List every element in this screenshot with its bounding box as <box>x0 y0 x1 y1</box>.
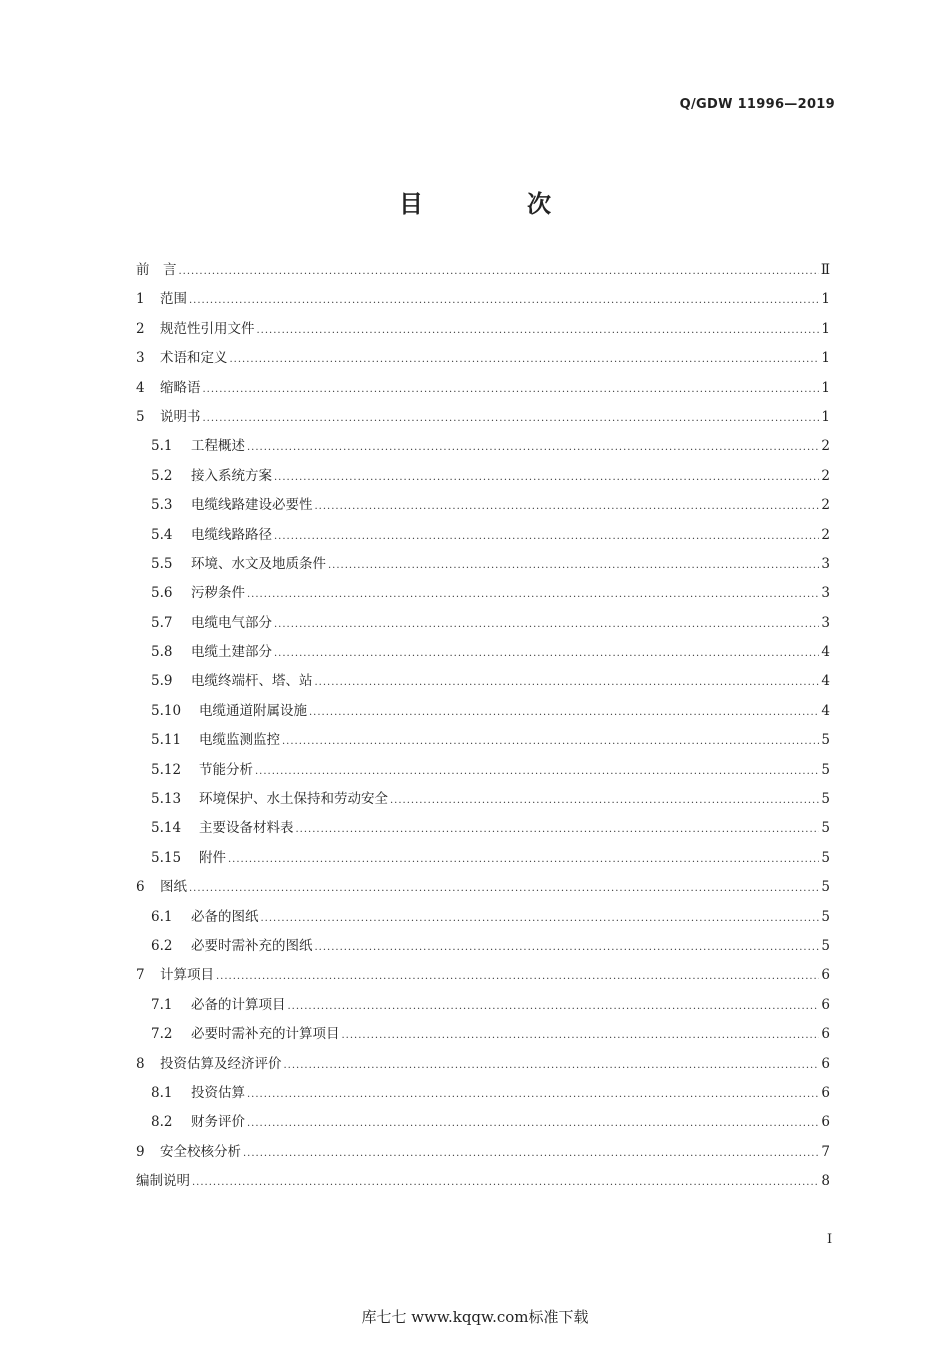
dot-leader <box>328 555 819 577</box>
toc-entry-title: 环境保护、水土保持和劳动安全 <box>199 791 388 808</box>
toc-entry[interactable] <box>136 435 830 464</box>
toc-entry[interactable] <box>136 347 830 376</box>
toc-entry-number: 7 <box>136 967 145 984</box>
toc-entry-page: 3 <box>821 614 830 631</box>
toc-entry[interactable] <box>136 817 830 846</box>
toc-entry-page: 5 <box>821 937 830 954</box>
toc-entry-title: 工程概述 <box>191 438 245 455</box>
toc-entry-page: 1 <box>821 291 830 308</box>
toc-entry-title: 附件 <box>199 849 226 866</box>
toc-entry-page: 1 <box>821 408 830 425</box>
toc-entry-page: 6 <box>821 1026 830 1043</box>
toc-entry-title: 环境、水文及地质条件 <box>191 555 326 572</box>
dot-leader <box>247 1084 819 1106</box>
toc-entry-page: 3 <box>821 585 830 602</box>
toc-entry-number: 5.1 <box>151 438 173 455</box>
toc-entry-number: 8.2 <box>151 1114 173 1131</box>
toc-entry[interactable] <box>136 465 830 494</box>
dot-leader <box>243 1143 819 1165</box>
toc-entry-page: 1 <box>821 379 830 396</box>
toc-entry-number: 3 <box>136 350 145 367</box>
toc-entry-number: 7.2 <box>151 1026 173 1043</box>
toc-entry[interactable] <box>136 1170 830 1199</box>
toc-entry[interactable] <box>136 1023 830 1052</box>
toc-entry-number: 5.15 <box>151 849 182 866</box>
toc-entry[interactable] <box>136 318 830 347</box>
toc-entry[interactable] <box>136 994 830 1023</box>
dot-leader <box>274 526 819 548</box>
toc-entry-title: 电缆电气部分 <box>191 614 272 631</box>
toc-entry-title: 投资估算 <box>191 1084 245 1101</box>
toc-entry-title: 编制说明 <box>136 1173 190 1190</box>
dot-leader <box>189 290 819 312</box>
toc-entry-number: 5.7 <box>151 614 173 631</box>
toc-entry-page: 5 <box>821 908 830 925</box>
toc-entry-title: 电缆线路路径 <box>191 526 272 543</box>
dot-leader <box>247 437 819 459</box>
toc-entry[interactable] <box>136 729 830 758</box>
toc-entry-number: 6.2 <box>151 937 173 954</box>
toc-entry-title: 电缆线路建设必要性 <box>191 497 313 514</box>
toc-entry-title: 规范性引用文件 <box>160 320 255 337</box>
toc-entry-number: 5.13 <box>151 791 182 808</box>
toc-entry-page: 5 <box>821 791 830 808</box>
toc-entry-title: 说明书 <box>160 408 201 425</box>
page-title: 目 次 <box>399 189 591 218</box>
toc-entry[interactable] <box>136 288 830 317</box>
toc-entry-title: 安全校核分析 <box>160 1143 241 1160</box>
dot-leader <box>274 467 819 489</box>
toc-entry[interactable] <box>136 494 830 523</box>
toc-entry-page: 5 <box>821 879 830 896</box>
dot-leader <box>203 408 820 430</box>
toc-entry[interactable] <box>136 670 830 699</box>
toc-entry-number: 6 <box>136 879 145 896</box>
toc-entry-number: 2 <box>136 320 145 337</box>
dot-leader <box>228 849 819 871</box>
toc-entry-title: 必要时需补充的计算项目 <box>191 1026 340 1043</box>
toc-entry-page: 6 <box>821 1114 830 1131</box>
toc-entry[interactable] <box>136 906 830 935</box>
toc-entry[interactable] <box>136 1053 830 1082</box>
toc-entry-page: 6 <box>821 1084 830 1101</box>
toc-entry-page: 3 <box>821 555 830 572</box>
footer-watermark: 库七七 www.kqqw.com标准下载 <box>361 1308 589 1326</box>
toc-entry-title: 计算项目 <box>160 967 214 984</box>
dot-leader <box>203 379 820 401</box>
toc-entry-page: 4 <box>821 673 830 690</box>
toc-entry-title: 节能分析 <box>199 761 253 778</box>
toc-entry-number: 8 <box>136 1055 145 1072</box>
dot-leader <box>230 349 820 371</box>
toc-entry-number: 5.5 <box>151 555 173 572</box>
toc-entry-title: 电缆终端杆、塔、站 <box>191 673 313 690</box>
toc-entry-title: 缩略语 <box>160 379 201 396</box>
toc-entry[interactable] <box>136 582 830 611</box>
toc-entry-number: 5.12 <box>151 761 182 778</box>
dot-leader <box>274 614 819 636</box>
toc-entry-title: 投资估算及经济评价 <box>160 1055 282 1072</box>
toc-entry-title: 前 言 <box>136 262 177 278</box>
toc-entry-page: 4 <box>821 702 830 719</box>
toc-entry-title: 术语和定义 <box>160 350 228 367</box>
toc-entry-page: 8 <box>821 1173 830 1190</box>
toc-entry[interactable] <box>136 406 830 435</box>
toc-entry[interactable] <box>136 964 830 993</box>
dot-leader <box>179 261 819 283</box>
toc-entry[interactable] <box>136 759 830 788</box>
dot-leader <box>189 878 819 900</box>
toc-entry-page: 5 <box>821 732 830 749</box>
toc-entry-title: 必要时需补充的图纸 <box>191 937 313 954</box>
toc-entry-page: 5 <box>821 761 830 778</box>
dot-leader <box>288 996 820 1018</box>
toc-entry-title: 主要设备材料表 <box>199 820 294 837</box>
dot-leader <box>315 496 820 518</box>
dot-leader <box>216 966 819 988</box>
page-number: I <box>827 1232 833 1247</box>
toc-entry[interactable] <box>136 876 830 905</box>
toc-entry-title: 财务评价 <box>191 1114 245 1131</box>
toc-entry-page: 6 <box>821 967 830 984</box>
dot-leader <box>274 643 819 665</box>
dot-leader <box>255 761 819 783</box>
toc-entry-page: 2 <box>821 526 830 543</box>
toc-entry-number: 5.6 <box>151 585 173 602</box>
dot-leader <box>315 937 820 959</box>
toc-entry-page: 4 <box>821 644 830 661</box>
dot-leader <box>192 1172 819 1194</box>
toc-entry-page: 6 <box>821 1055 830 1072</box>
toc-entry-page: 7 <box>821 1143 830 1160</box>
dot-leader <box>309 702 819 724</box>
toc-entry[interactable] <box>136 641 830 670</box>
dot-leader <box>247 584 819 606</box>
toc-entry-number: 5 <box>136 408 145 425</box>
table-of-contents <box>136 259 830 1200</box>
toc-entry[interactable] <box>136 612 830 641</box>
toc-entry[interactable] <box>136 377 830 406</box>
toc-entry-number: 8.1 <box>151 1084 173 1101</box>
dot-leader <box>390 790 819 812</box>
toc-entry-title: 电缆土建部分 <box>191 644 272 661</box>
toc-entry[interactable] <box>136 1111 830 1140</box>
dot-leader <box>315 672 820 694</box>
toc-entry[interactable] <box>136 935 830 964</box>
dot-leader <box>261 908 820 930</box>
toc-entry-number: 5.3 <box>151 497 173 514</box>
toc-entry-number: 5.2 <box>151 467 173 484</box>
toc-entry-number: 9 <box>136 1143 145 1160</box>
toc-entry-number: 6.1 <box>151 908 173 925</box>
toc-entry-title: 接入系统方案 <box>191 467 272 484</box>
dot-leader <box>257 320 820 342</box>
toc-entry[interactable] <box>136 1082 830 1111</box>
toc-entry-page: 2 <box>821 438 830 455</box>
toc-entry-title: 必备的计算项目 <box>191 996 286 1013</box>
toc-entry-number: 5.9 <box>151 673 173 690</box>
toc-entry[interactable] <box>136 847 830 876</box>
dot-leader <box>296 819 820 841</box>
toc-entry-page: Ⅱ <box>820 262 830 278</box>
toc-entry[interactable] <box>136 259 830 288</box>
toc-entry[interactable] <box>136 788 830 817</box>
toc-entry-title: 电缆监测监控 <box>199 732 280 749</box>
dot-leader <box>282 731 819 753</box>
toc-entry-number: 1 <box>136 291 145 308</box>
toc-entry-page: 5 <box>821 849 830 866</box>
toc-entry-number: 5.4 <box>151 526 173 543</box>
toc-entry-number: 5.11 <box>151 732 182 749</box>
dot-leader <box>284 1055 820 1077</box>
toc-entry[interactable] <box>136 700 830 729</box>
toc-entry-page: 6 <box>821 996 830 1013</box>
toc-entry[interactable] <box>136 553 830 582</box>
standard-number: Q/GDW 11996—2019 <box>679 97 835 112</box>
toc-entry-number: 4 <box>136 379 145 396</box>
toc-entry-title: 图纸 <box>160 879 187 896</box>
toc-entry[interactable] <box>136 1141 830 1170</box>
dot-leader <box>247 1113 819 1135</box>
dot-leader <box>342 1025 820 1047</box>
toc-entry-title: 电缆通道附属设施 <box>199 702 307 719</box>
toc-entry-number: 5.14 <box>151 820 182 837</box>
toc-entry-number: 5.8 <box>151 644 173 661</box>
toc-entry[interactable] <box>136 524 830 553</box>
toc-entry-number: 5.10 <box>151 702 182 719</box>
toc-entry-page: 1 <box>821 320 830 337</box>
toc-entry-title: 必备的图纸 <box>191 908 259 925</box>
toc-entry-title: 范围 <box>160 291 187 308</box>
toc-entry-page: 2 <box>821 467 830 484</box>
toc-entry-number: 7.1 <box>151 996 173 1013</box>
toc-entry-page: 5 <box>821 820 830 837</box>
toc-entry-title: 污秽条件 <box>191 585 245 602</box>
toc-entry-page: 2 <box>821 497 830 514</box>
toc-entry-page: 1 <box>821 350 830 367</box>
